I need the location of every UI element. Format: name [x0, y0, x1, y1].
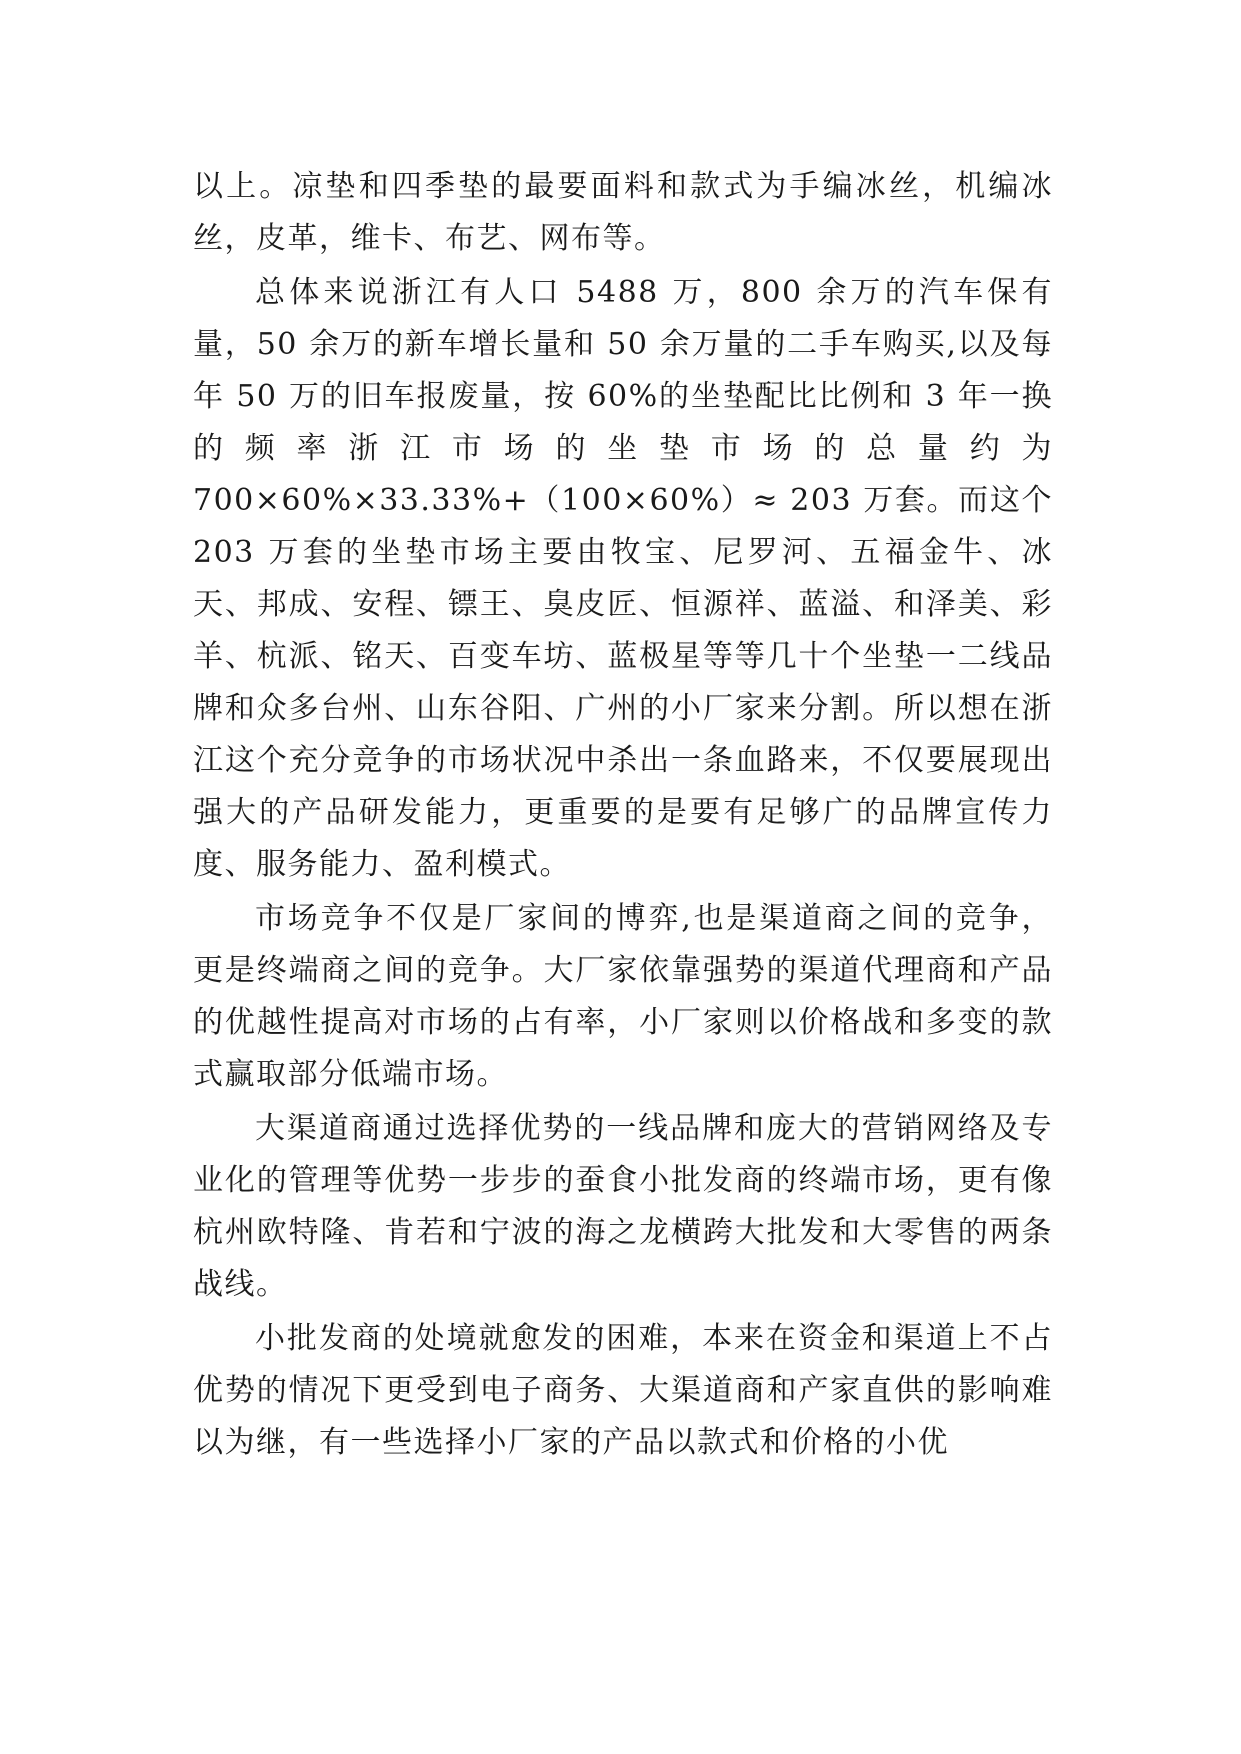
- paragraph-2: 总体来说浙江有人口 5488 万，800 余万的汽车保有量，50 余万的新车增长量和 50 余万量的二手车购买,以及每年 50 万的旧车报废量，按 60%的坐垫配比比例和 3 年一换的频率浙江市场的坐垫市场的总量约为 700×60%×33.33%+（100×60%）≈ 203 万套。而这个 203 万套的坐垫市场主要由牧宝、尼罗河、五福金牛、冰天、邦成、安程、镖王、臭皮匠、恒源祥、蓝溢、和泽美、彩羊、杭派、铭天、百变车坊、蓝极星等等几十个坐垫一二线品牌和众多台州、山东谷阳、广州的小厂家来分割。所以想在浙江这个充分竞争的市场状况中杀出一条血路来，不仅要展现出强大的产品研发能力，更重要的是要有足够广的品牌宣传力度、服务能力、盈利模式。: [193, 275, 1053, 882]
- paragraph-4: 大渠道商通过选择优势的一线品牌和庞大的营销网络及专业化的管理等优势一步步的蚕食小批发商的终端市场，更有像杭州欧特隆、肯若和宁波的海之龙横跨大批发和大零售的两条战线。: [193, 1111, 1053, 1302]
- document-body: [193, 161, 1053, 1469]
- paragraph-5: 小批发商的处境就愈发的困难，本来在资金和渠道上不占优势的情况下更受到电子商务、大渠道商和产家直供的影响难以为继，有一些选择小厂家的产品以款式和价格的小优: [193, 1321, 1053, 1460]
- paragraph-1: 以上。凉垫和四季垫的最要面料和款式为手编冰丝，机编冰丝，皮革，维卡、布艺、网布等。: [193, 169, 1053, 256]
- paragraph-3: 市场竞争不仅是厂家间的博弈,也是渠道商之间的竞争，更是终端商之间的竞争。大厂家依靠强势的渠道代理商和产品的优越性提高对市场的占有率，小厂家则以价格战和多变的款式赢取部分低端市场。: [193, 901, 1053, 1092]
